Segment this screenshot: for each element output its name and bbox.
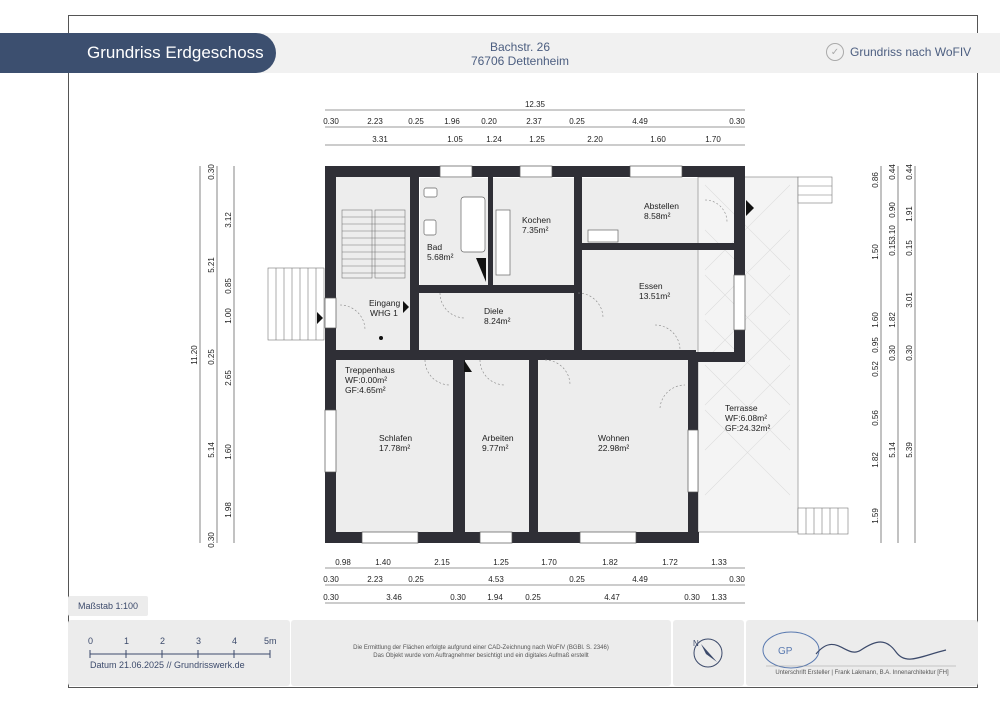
dim-right-2-4: 1.82 xyxy=(888,312,897,328)
signature-stamp xyxy=(746,620,978,670)
disclaimer xyxy=(291,644,671,660)
dim-left-2-5: 1.98 xyxy=(224,502,233,518)
address-street: Bachstr. 26 xyxy=(489,40,551,54)
dim-right-1-4: 0.52 xyxy=(871,361,880,377)
dim-right-3-3: 3.01 xyxy=(905,292,914,308)
dim-left-1-4: 0.30 xyxy=(207,532,216,548)
footer-scale-panel xyxy=(68,620,290,686)
room-name-abstellen: Abstellen xyxy=(644,201,679,211)
signature-caption: Unterschrift Ersteller | Frank Lakmann, B.A. Innenarchitektur [FH] xyxy=(775,670,949,676)
room-wf-terrasse: WF:6.08m² xyxy=(725,413,768,423)
dim-right-3-1: 1.91 xyxy=(905,206,914,222)
dim-right-2-1: 0.90 xyxy=(888,202,897,218)
dim-left-1-0: 0.30 xyxy=(207,164,216,180)
dim-left-2-3: 2.65 xyxy=(224,370,233,386)
dim-right-3-5: 5.39 xyxy=(905,442,914,458)
dim-top-1-6: 0.25 xyxy=(569,117,585,126)
dim-right-1-1: 1.50 xyxy=(871,244,880,260)
dim-right-1-2: 1.60 xyxy=(871,312,880,328)
compass-icon xyxy=(673,620,744,686)
dim-bot-1-5: 1.82 xyxy=(602,558,618,567)
dim-bot-2-4: 0.25 xyxy=(569,575,585,584)
room-sub-eingang: WHG 1 xyxy=(370,308,398,318)
dim-top-1-2: 0.25 xyxy=(408,117,424,126)
scale-tick-3: 3 xyxy=(196,636,202,646)
dim-top-2-3: 1.25 xyxy=(529,135,545,144)
dim-bot-2-6: 0.30 xyxy=(729,575,745,584)
dim-bot-1-1: 1.40 xyxy=(375,558,391,567)
room-area-essen: 13.51m² xyxy=(639,291,671,301)
disclaimer-line-2: Das Objekt wurde vom Auftragnehmer besichtigt und ein digitales Aufmaß erstellt xyxy=(373,653,589,659)
page-title: Grundriss Erdgeschoss xyxy=(0,33,276,73)
dim-right-2-6: 5.14 xyxy=(888,442,897,458)
room-name-wohnen: Wohnen xyxy=(598,433,630,443)
room-wf-treppenhaus: WF:0.00m² xyxy=(345,375,388,385)
svg-text:GP: GP xyxy=(778,646,793,657)
room-name-eingang: Eingang xyxy=(369,298,401,308)
footer-signature-panel xyxy=(746,620,978,686)
dim-right-2-0: 0.44 xyxy=(888,164,897,180)
dim-top-1-7: 4.49 xyxy=(632,117,648,126)
dim-bot-3-0: 0.30 xyxy=(323,593,339,602)
dim-top-2-4: 2.20 xyxy=(587,135,603,144)
dim-right-2-2: 3.10 xyxy=(888,225,897,241)
room-area-abstellen: 8.58m² xyxy=(644,211,671,221)
dim-bot-2-3: 4.53 xyxy=(488,575,504,584)
room-name-bad: Bad xyxy=(427,242,443,252)
dim-top-1-5: 2.37 xyxy=(526,117,542,126)
scale-bar xyxy=(88,632,278,662)
wofiv-label: Grundriss nach WoFIV xyxy=(850,45,972,59)
room-name-diele: Diele xyxy=(484,306,504,316)
dim-top-total: 12.35 xyxy=(524,100,546,109)
dim-left-2-4: 1.60 xyxy=(224,444,233,460)
dim-bot-2-5: 4.49 xyxy=(632,575,648,584)
dim-left-2-2: 1.00 xyxy=(224,308,233,324)
scale-tick-2: 2 xyxy=(160,636,166,646)
dim-bot-3-7: 1.33 xyxy=(711,593,727,602)
scale-tick-1: 1 xyxy=(124,636,130,646)
dim-right-2-3: 0.15 xyxy=(888,240,897,256)
dim-top-2-1: 1.05 xyxy=(447,135,463,144)
dim-right-1-6: 1.82 xyxy=(871,452,880,468)
dim-right-2-5: 0.30 xyxy=(888,345,897,361)
room-name-schlafen: Schlafen xyxy=(379,433,413,443)
room-gf-terrasse: GF:24.32m² xyxy=(725,423,771,433)
room-area-kochen: 7.35m² xyxy=(522,225,549,235)
dim-top-1-4: 0.20 xyxy=(481,117,497,126)
room-name-kochen: Kochen xyxy=(522,215,551,225)
dim-bot-3-2: 0.30 xyxy=(450,593,466,602)
dim-right-3-2: 0.15 xyxy=(905,240,914,256)
dim-top-2-5: 1.60 xyxy=(650,135,666,144)
check-icon: ✓ xyxy=(826,43,844,61)
footer-disclaimer-panel xyxy=(291,620,671,686)
dim-bot-2-2: 0.25 xyxy=(408,575,424,584)
dim-bot-3-3: 1.94 xyxy=(487,593,503,602)
room-name-arbeiten: Arbeiten xyxy=(482,433,514,443)
dim-right-3-0: 0.44 xyxy=(905,164,914,180)
dim-top-2-2: 1.24 xyxy=(486,135,502,144)
dim-bot-1-3: 1.25 xyxy=(493,558,509,567)
dim-bot-1-6: 1.72 xyxy=(662,558,678,567)
dim-left-2-0: 3.12 xyxy=(224,212,233,228)
dim-bot-1-7: 1.33 xyxy=(711,558,727,567)
dim-right-3-4: 0.30 xyxy=(905,345,914,361)
address-city: 76706 Dettenheim xyxy=(470,54,570,68)
room-name-treppenhaus: Treppenhaus xyxy=(345,365,395,375)
dim-bot-1-2: 2.15 xyxy=(434,558,450,567)
room-name-essen: Essen xyxy=(639,281,663,291)
room-area-bad: 5.68m² xyxy=(427,252,454,262)
dim-bot-2-0: 0.30 xyxy=(323,575,339,584)
dim-top-1-3: 1.96 xyxy=(444,117,460,126)
compass-letter: N xyxy=(693,639,699,648)
dim-bot-3-5: 4.47 xyxy=(604,593,620,602)
dim-top-2-6: 1.70 xyxy=(705,135,721,144)
scale-tick-4: 4 xyxy=(232,636,238,646)
dim-top-1-0: 0.30 xyxy=(323,117,339,126)
dim-right-1-5: 0.56 xyxy=(871,410,880,426)
dim-bot-3-6: 0.30 xyxy=(684,593,700,602)
room-gf-treppenhaus: GF:4.65m² xyxy=(345,385,386,395)
dim-top-2-0: 3.31 xyxy=(372,135,388,144)
dim-bot-1-0: 0.98 xyxy=(335,558,351,567)
room-area-schlafen: 17.78m² xyxy=(379,443,411,453)
footer-compass-panel xyxy=(673,620,744,686)
room-area-arbeiten: 9.77m² xyxy=(482,443,509,453)
dim-top-1-1: 2.23 xyxy=(367,117,383,126)
disclaimer-line-1: Die Ermittlung der Flächen erfolgte aufgrund einer CAD-Zeichnung nach WoFIV (BGBl. S. 2346) xyxy=(353,645,609,651)
scale-tick-5: 5m xyxy=(264,636,277,646)
dim-bot-2-1: 2.23 xyxy=(367,575,383,584)
dim-left-1-3: 5.14 xyxy=(207,442,216,458)
dim-top-1-8: 0.30 xyxy=(729,117,745,126)
dim-bot-1-4: 1.70 xyxy=(541,558,557,567)
scale-tick-0: 0 xyxy=(88,636,94,646)
room-name-terrasse: Terrasse xyxy=(725,403,758,413)
room-area-diele: 8.24m² xyxy=(484,316,511,326)
dim-left-total: 11.20 xyxy=(190,345,199,365)
dim-left-2-1: 0.85 xyxy=(224,278,233,294)
dim-right-1-3: 0.95 xyxy=(871,337,880,353)
dim-bot-3-4: 0.25 xyxy=(525,593,541,602)
dim-left-1-1: 5.21 xyxy=(207,257,216,273)
dim-right-1-7: 1.59 xyxy=(871,508,880,524)
room-area-wohnen: 22.98m² xyxy=(598,443,630,453)
dim-right-1-0: 0.86 xyxy=(871,172,880,188)
datum-text: Datum 21.06.2025 // Grundrisswerk.de xyxy=(90,660,245,670)
dim-left-1-2: 0.25 xyxy=(207,349,216,365)
scale-label: Maßstab 1:100 xyxy=(68,596,148,616)
dim-bot-3-1: 3.46 xyxy=(386,593,402,602)
